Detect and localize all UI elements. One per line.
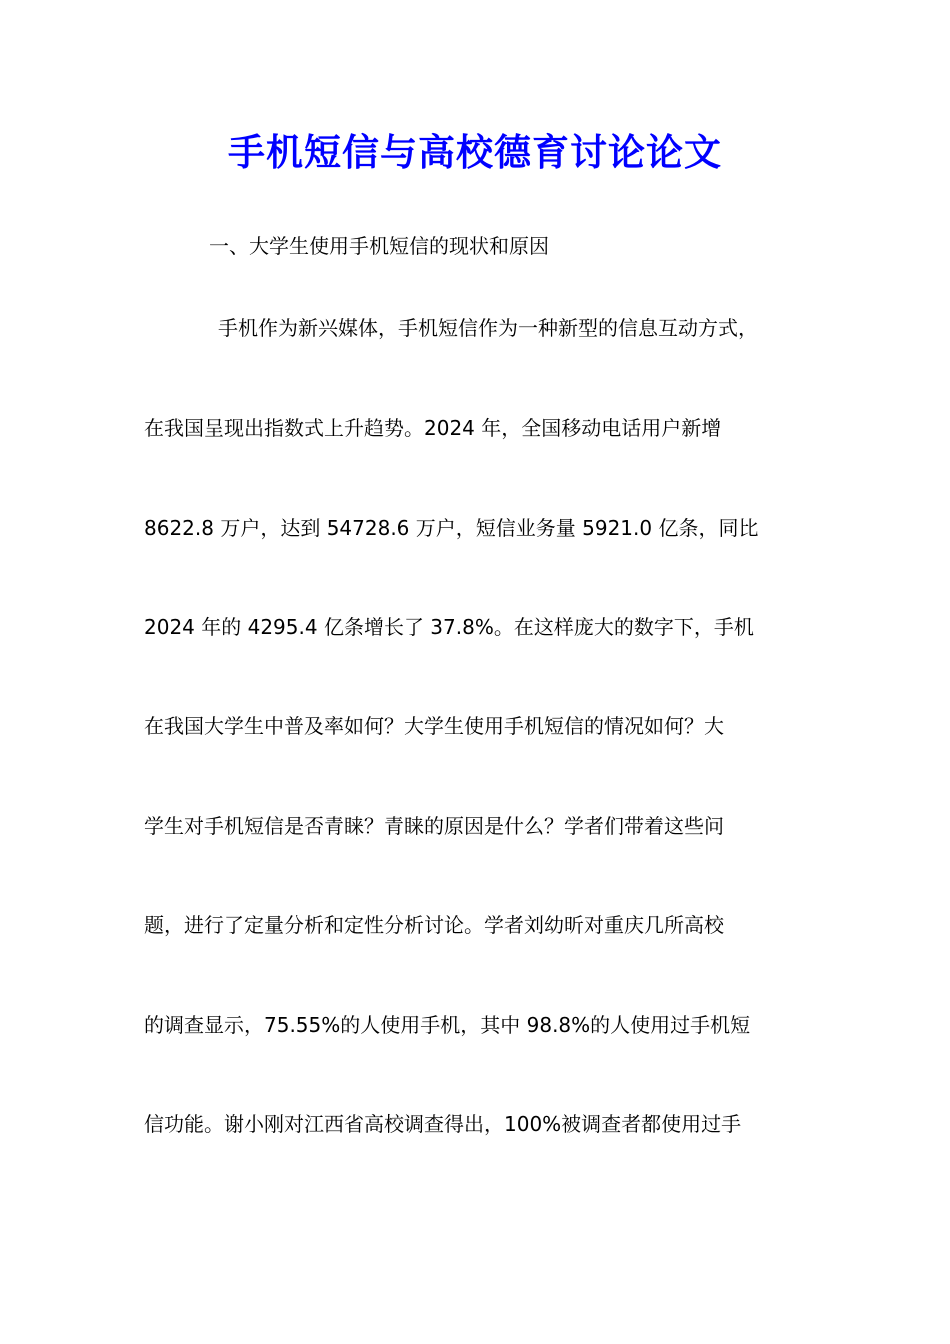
- paragraph-line: 在我国呈现出指数式上升趋势。2024 年，全国移动电话用户新增: [144, 416, 722, 440]
- paragraph-line: 在我国大学生中普及率如何？大学生使用手机短信的情况如何？大: [144, 714, 724, 738]
- paragraph-line: 的调查显示，75.55%的人使用手机，其中 98.8%的人使用过手机短: [144, 1013, 751, 1037]
- paragraph-line: 信功能。谢小刚对江西省高校调查得出，100%被调查者都使用过手: [144, 1112, 742, 1136]
- paragraph-line: 题，进行了定量分析和定性分析讨论。学者刘幼昕对重庆几所高校: [144, 913, 724, 937]
- paragraph-line: 手机作为新兴媒体，手机短信作为一种新型的信息互动方式，: [218, 316, 758, 340]
- document-title: 手机短信与高校德育讨论论文: [228, 130, 722, 174]
- paragraph-line: 学生对手机短信是否青睐？青睐的原因是什么？学者们带着这些问: [144, 814, 724, 838]
- paragraph-line: 8622.8 万户，达到 54728.6 万户，短信业务量 5921.0 亿条，同比: [144, 516, 759, 540]
- paragraph-line: 2024 年的 4295.4 亿条增长了 37.8%。在这样庞大的数字下，手机: [144, 615, 754, 639]
- section-heading: 一、大学生使用手机短信的现状和原因: [209, 234, 549, 258]
